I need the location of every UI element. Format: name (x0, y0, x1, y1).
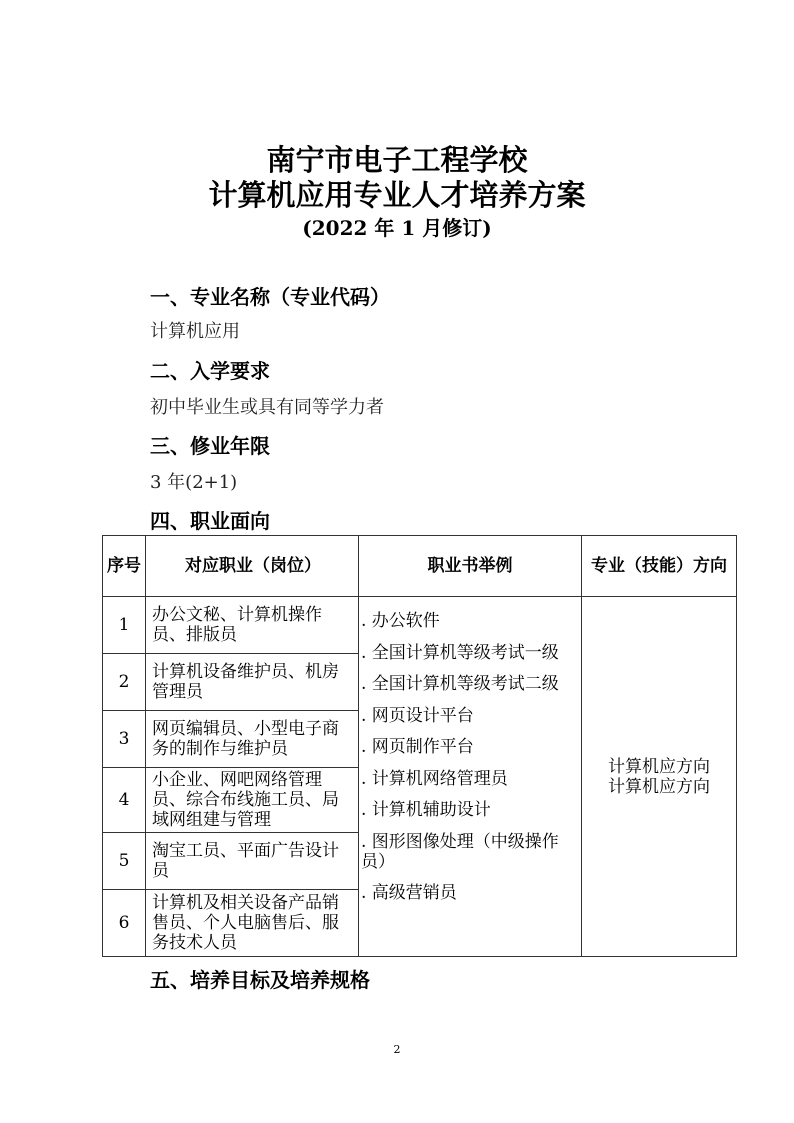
section-3-text: 3 年(2+1) (150, 472, 238, 493)
certificate-item: . 全国计算机等级考试一级 (361, 642, 559, 663)
section-5-heading: 五、培养目标及培养规格 (150, 968, 370, 992)
document-title: 南宁市电子工程学校 (266, 143, 528, 177)
certificate-item: . 图形图像处理（中级操作员） (361, 831, 559, 872)
row-number: 5 (103, 833, 146, 890)
header-direction: 专业（技能）方向 (582, 536, 737, 597)
section-2-text: 初中毕业生或具有同等学力者 (150, 397, 384, 418)
header-serial: 序号 (103, 536, 146, 597)
certificate-list-cell (359, 597, 582, 957)
section-3-heading: 三、修业年限 (150, 434, 270, 458)
row-occupation: 网页编辑员、小型电子商务的制作与维护员 (146, 711, 359, 768)
section-4-heading: 四、职业面向 (150, 509, 270, 533)
certificate-list (359, 611, 581, 903)
section-2-heading: 二、入学要求 (150, 359, 270, 383)
certificate-item: . 网页设计平台 (361, 705, 474, 726)
row-number: 3 (103, 711, 146, 768)
page-number: 2 (393, 1043, 401, 1056)
row-occupation: 淘宝工员、平面广告设计员 (146, 833, 359, 890)
direction-line: 计算机应方向 (608, 756, 710, 777)
table-row (103, 597, 737, 654)
document-subtitle: 计算机应用专业人才培养方案 (208, 178, 586, 212)
row-occupation: 计算机设备维护员、机房管理员 (146, 654, 359, 711)
certificate-item: . 办公软件 (361, 611, 440, 631)
row-number: 1 (103, 597, 146, 654)
row-number: 6 (103, 890, 146, 957)
certificate-item: . 网页制作平台 (361, 737, 474, 757)
revision-note: (2022 年 1 月修订) (302, 216, 492, 240)
certificate-item: . 计算机辅助设计 (361, 800, 491, 820)
header-occupation: 对应职业（岗位） (146, 536, 359, 597)
row-number: 4 (103, 768, 146, 833)
row-occupation: 计算机及相关设备产品销售员、个人电脑售后、服务技术人员 (146, 890, 359, 957)
section-1-text: 计算机应用 (150, 321, 240, 342)
direction-line: 计算机应方向 (608, 776, 710, 797)
table-header-row (103, 536, 737, 597)
section-1-heading: 一、专业名称（专业代码） (150, 285, 390, 309)
row-occupation: 小企业、网吧网络管理员、综合布线施工员、局域网组建与管理 (146, 768, 359, 833)
header-certificate: 职业书举例 (359, 536, 582, 597)
direction-cell (582, 597, 737, 957)
occupation-table (102, 535, 737, 957)
certificate-item: . 计算机网络管理员 (361, 768, 508, 789)
row-occupation: 办公文秘、计算机操作员、排版员 (146, 597, 359, 654)
row-number: 2 (103, 654, 146, 711)
certificate-item: . 高级营销员 (361, 883, 457, 903)
certificate-item: . 全国计算机等级考试二级 (361, 674, 559, 694)
